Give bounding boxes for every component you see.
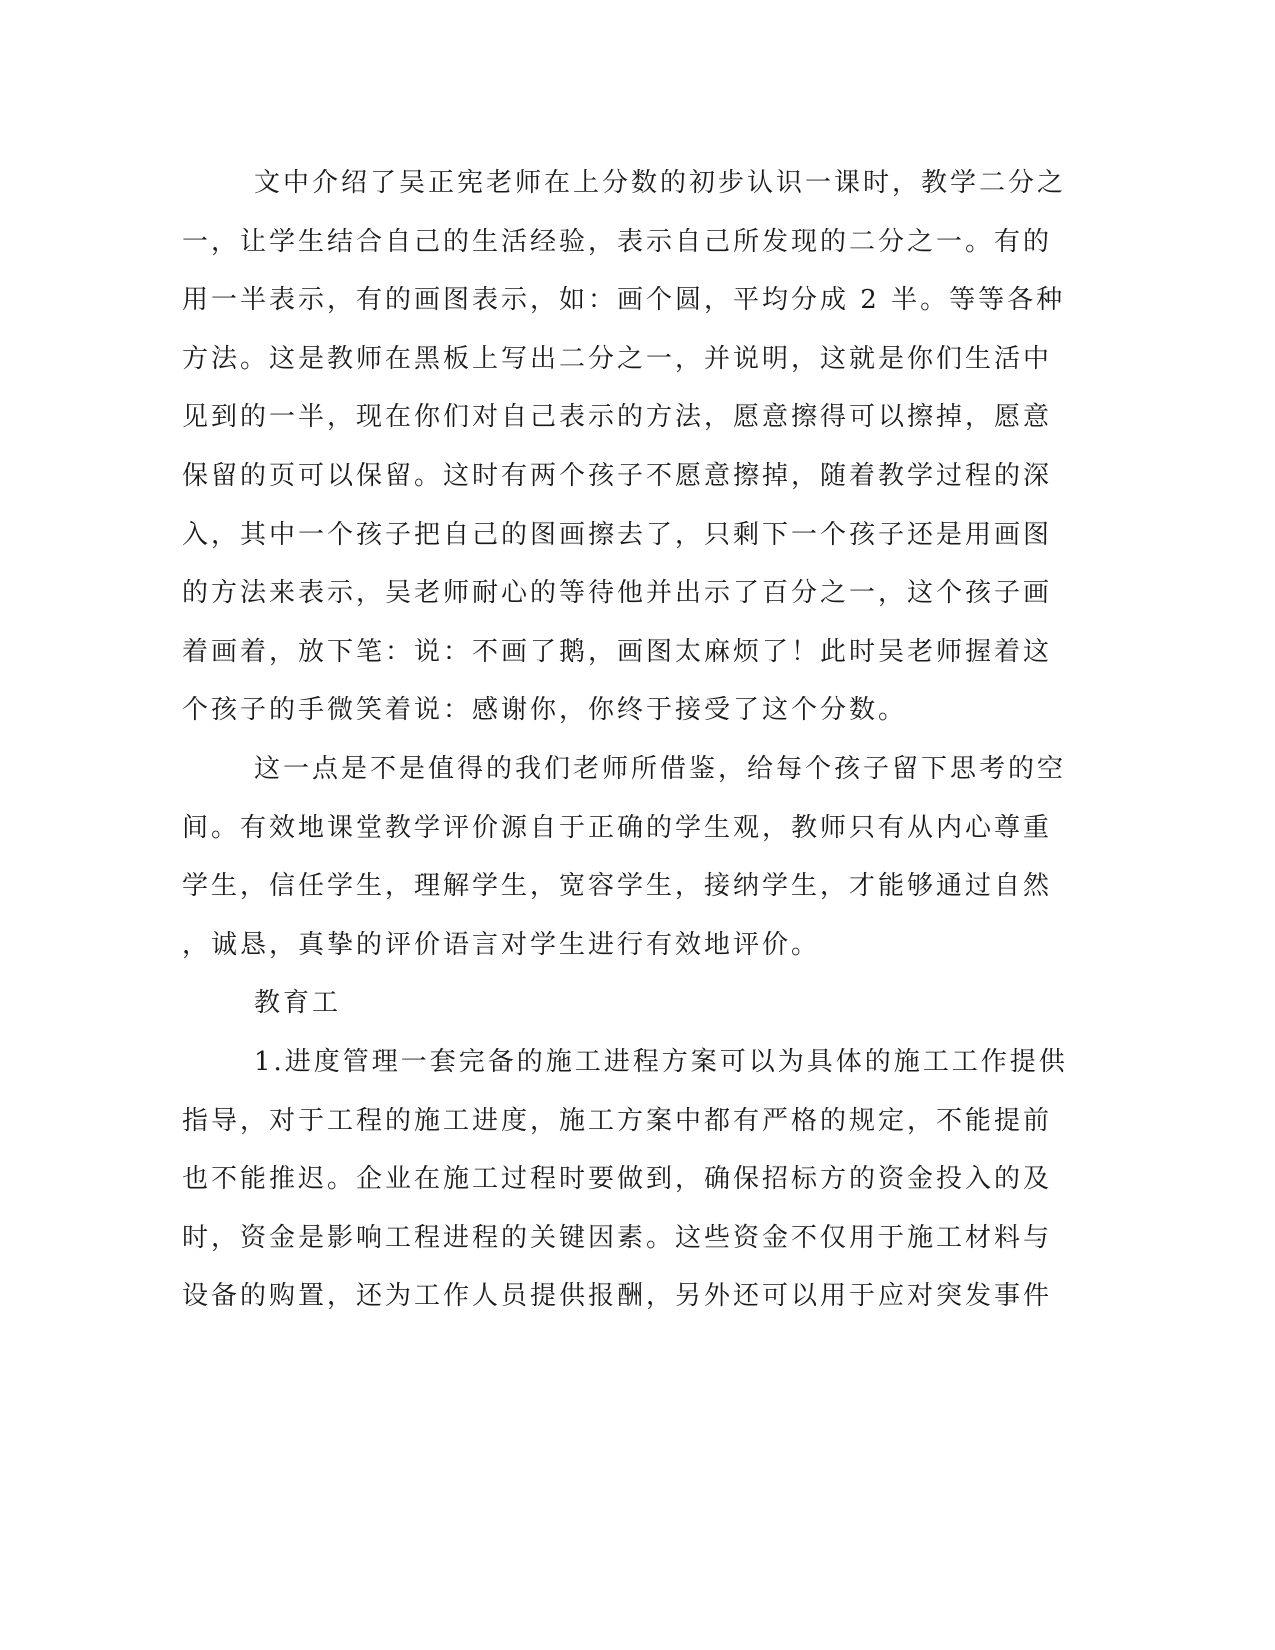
text-line: 个孩子的手微笑着说：感谢你，你终于接受了这个分数。 <box>182 695 908 726</box>
text-line: 也不能推迟。企业在施工过程时要做到，确保招标方的资金投入的及 <box>182 1164 1053 1195</box>
text-line: 设备的购置，还为工作人员提供报酬，另外还可以用于应对突发事件 <box>182 1281 1053 1312</box>
text-line: 学生，信任学生，理解学生，宽容学生，接纳学生，才能够通过自然 <box>182 871 1053 902</box>
text-line: 入，其中一个孩子把自己的图画擦去了，只剩下一个孩子还是用画图 <box>182 519 1053 550</box>
text-line: 见到的一半，现在你们对自己表示的方法，愿意擦得可以擦掉，愿意 <box>182 402 1053 433</box>
text-line: 方法。这是教师在黑板上写出二分之一，并说明，这就是你们生活中 <box>182 343 1053 374</box>
text-line: 指导，对于工程的施工进度，施工方案中都有严格的规定，不能提前 <box>182 1105 1053 1136</box>
text-line: 保留的页可以保留。这时有两个孩子不愿意擦掉，随着教学过程的深 <box>182 460 1053 491</box>
paragraph-2 <box>182 740 1067 974</box>
text-line: 这一点是不是值得的我们老师所借鉴，给每个孩子留下思考的空 <box>254 753 1067 784</box>
section-heading <box>182 974 1062 1033</box>
text-line: 1.进度管理一套完备的施工进程方案可以为具体的施工工作提供 <box>254 1046 1068 1077</box>
text-line: 文中介绍了吴正宪老师在上分数的初步认识一课时，教学二分之 <box>254 168 1067 198</box>
text-line: 的方法来表示，吴老师耐心的等待他并出示了百分之一，这个孩子画 <box>182 578 1053 609</box>
document-body <box>182 154 1068 1326</box>
text-line: 一，让学生结合自己的生活经验，表示自己所发现的二分之一。有的 <box>182 226 1053 257</box>
heading-text: 教育工 <box>254 988 342 1019</box>
paragraph-4 <box>182 1033 1068 1326</box>
text-line: 用一半表示，有的画图表示，如：画个圆，平均分成 2 半。等等各种 <box>182 285 1066 316</box>
text-line: 着画着，放下笔：说：不画了鹅，画图太麻烦了！此时吴老师握着这 <box>182 636 1053 667</box>
text-line: ，诚恳，真挚的评价语言对学生进行有效地评价。 <box>182 929 821 960</box>
text-line: 间。有效地课堂教学评价源自于正确的学生观，教师只有从内心尊重 <box>182 812 1053 843</box>
paragraph-1 <box>182 154 1067 740</box>
text-line: 时，资金是影响工程进程的关键因素。这些资金不仅用于施工材料与 <box>182 1222 1053 1253</box>
